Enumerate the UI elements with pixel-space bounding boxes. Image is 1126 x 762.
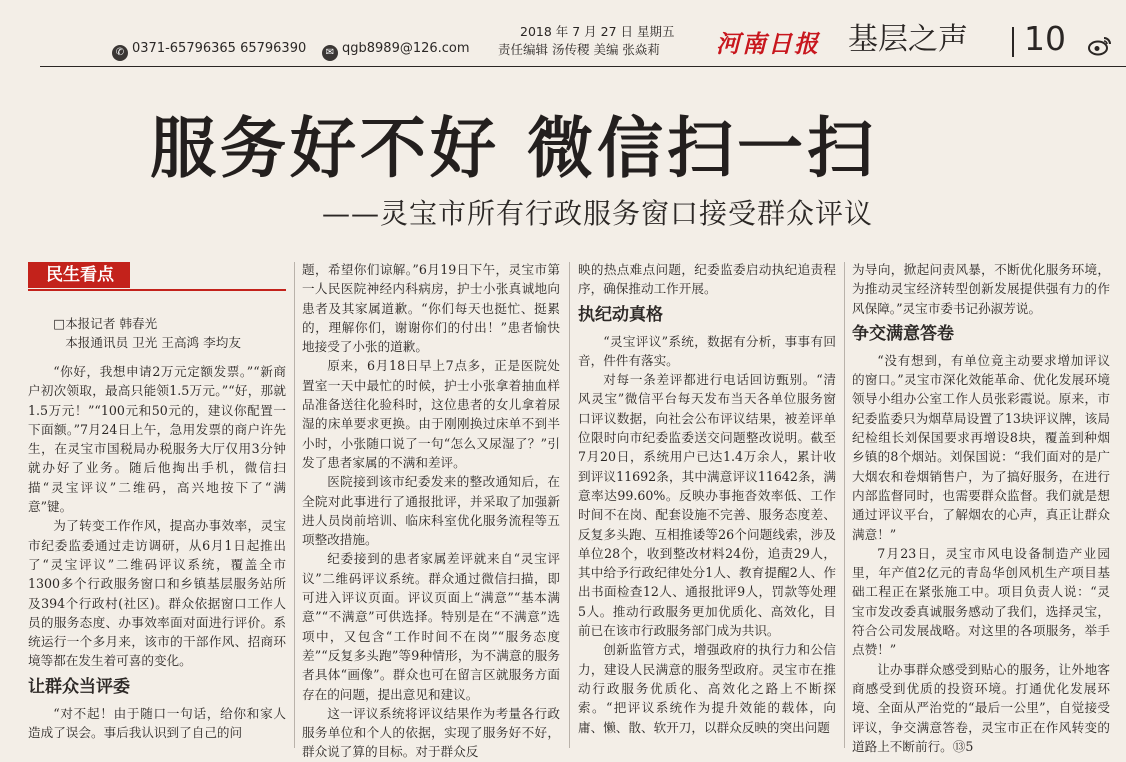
paragraph: “对不起！由于随口一句话，给你和家人造成了误会。事后我认识到了自己的问 xyxy=(28,705,286,741)
header-divider xyxy=(1012,27,1014,57)
paragraph: 创新监管方式，增强政府的执行力和公信力，建设人民满意的服务型政府。灵宝市在推动行政服务优质化、高效化之路上不断探索。“把评议系统作为提升效能的载体，向庸、懒、散、软开刀，以群众反映的突出问题 xyxy=(578,642,836,735)
paragraph: 纪委接到的患者家属差评就来自“灵宝评议”二维码评议系统。群众通过微信扫描，即可进入评议页面。评议页面上“满意”“基本满意”“不满意”可供选择。特别是在“不满意”选项中，又包含“工作时间不在岗”“服务态度差”“反复多头跑”等9种情形，为不满意的服务者具体“画像”。群众也可在留言区就服务方面存在的问题，提出意见和建议。 xyxy=(302,551,560,702)
column-divider xyxy=(844,262,845,748)
article-column-1 xyxy=(28,260,286,742)
subheading: 争交满意答卷 xyxy=(852,323,954,344)
subheading: 让群众当评委 xyxy=(28,676,130,697)
column-divider xyxy=(294,262,295,748)
paragraph: 映的热点难点问题，纪委监委启动执纪追责程序，确保推动工作开展。 xyxy=(578,262,836,297)
page-number: 10 xyxy=(1024,19,1066,58)
byline-correspondents: 本报通讯员 卫光 王高鸿 李均友 xyxy=(65,335,241,350)
article-headline: 服务好不好 微信扫一扫 xyxy=(150,109,877,187)
paragraph: 对每一条差评都进行电话回访甄别。“清风灵宝”微信平台每天发布当天各单位服务窗口评议数据，向社会公布评议结果，被差评单位限时向市纪委监委送交问题整改说明。截至7月20日，系统用户已达1.4万余人，累计收到评议11692条，其中满意评议11642条，满意率达99.60%。反映办事拖沓效率低、工作时间不在岗、配套设施不完善、服务态度差、反复多头跑、互相推诿等26个问题线索，涉及单位28个，收到整改材料24份，追责29人，其中给予行政纪律处分1人、教育提醒2人、作出书面检查12人、通报批评9人，罚款等处理5人。推动行政服务更加优质化、高效化，目前已在该市行政服务部门成为共识。 xyxy=(578,372,836,639)
paragraph: “你好，我想申请2万元定额发票。”“新商户初次领取，最高只能领1.5万元。”“好，那就1.5万元！”“100元和50元的，建议你配置一下面额。”7月24日上午，急用发票的商户许先生，在灵宝市国税局办税服务大厅仅用3分钟就办好了业务。随后他掏出手机，微信扫描“灵宝评议”二维码，高兴地按下了“满意”键。 xyxy=(28,364,286,515)
page-header xyxy=(0,0,1126,70)
paragraph: “灵宝评议”系统，数据有分析，事事有回音，件件有落实。 xyxy=(578,333,836,368)
column-tag: 民生看点 xyxy=(28,262,130,288)
mail-icon: ✉ xyxy=(322,45,338,61)
paragraph: 这一评议系统将评议结果作为考量各行政服务单位和个人的依据，实现了服务好不好，群众说了算的目标。对于群众反 xyxy=(302,705,560,760)
paragraph: 题，希望你们谅解。”6月19日下午，灵宝市第一人民医院神经内科病房，护士小张真诚地向患者及其家属道歉。“你们每天也挺忙、挺累的，理解你们，谢谢你们的付出！”患者愉快地接受了小张的道歉。 xyxy=(302,262,560,355)
paragraph: 原来，6月18日早上7点多，正是医院处置室一天中最忙的时候，护士小张拿着抽血样品准备送往化验科时，这位患者的女儿拿着尿湿的床单要求更换。由于刚刚换过床单不到半小时，小张随口说了一句“怎么又尿湿了？”引发了患者家属的不满和差评。 xyxy=(302,358,560,470)
phone-icon: ✆ xyxy=(112,45,128,61)
section-name: 基层之声 xyxy=(848,22,968,57)
byline-reporter: □本报记者 韩春光 xyxy=(53,316,158,331)
paragraph: 医院接到该市纪委发来的整改通知后，在全院对此事进行了通报批评，并采取了加强新进人员岗前培训、临床科室优化服务流程等五项整改措施。 xyxy=(302,474,560,548)
phone-number: 0371-65796365 65796390 xyxy=(132,41,307,56)
header-rule xyxy=(40,66,1126,67)
editor-credits: 责任编辑 汤传稷 美编 张焱莉 xyxy=(498,42,660,57)
issue-date: 2018 年 7 月 27 日 星期五 xyxy=(520,24,675,39)
subheading: 执纪动真格 xyxy=(578,304,663,325)
article-column-4 xyxy=(852,260,1110,756)
paragraph: 让办事群众感受到贴心的服务，让外地客商感受到优质的投资环境。打通优化发展环境、全面从严治党的“最后一公里”，自觉接受评议，争交满意答卷，灵宝市正在作风转变的道路上不断前行。⑬5 xyxy=(852,661,1110,754)
article-subheadline: ——灵宝市所有行政服务窗口接受群众评议 xyxy=(322,197,874,230)
article-column-3 xyxy=(578,260,836,737)
newspaper-masthead: 河南日报 xyxy=(716,29,820,58)
phone-contact xyxy=(112,40,306,61)
paragraph: 为了转变工作作风，提高办事效率，灵宝市纪委监委通过走访调研，从6月1日起推出了“灵宝评议”二维码评议系统，覆盖全市1300多个行政服务窗口和乡镇基层服务站所及394个行政村(社区)。群众依据窗口工作人员的服务态度、办事效率面对面进行评价。系统运行一个多月来，该市的干部作风、招商环境等都在发生着可喜的变化。 xyxy=(28,518,286,669)
weibo-icon xyxy=(1088,36,1112,56)
paragraph: 7月23日，灵宝市风电设备制造产业园里，年产值2亿元的青岛华创风机生产项目基础工程正在紧张施工中。项目负责人说：“灵宝市发改委真诚服务感动了我们，选择灵宝，符合公司发展战略。对这里的各项服务，举手点赞！” xyxy=(852,545,1110,658)
paragraph: 为导向，掀起问责风暴，不断优化服务环境，为推动灵宝经济转型创新发展提供强有力的作风保障。”灵宝市委书记孙淑芳说。 xyxy=(852,262,1110,316)
email-contact xyxy=(322,40,470,61)
paragraph: “没有想到，有单位竟主动要求增加评议的窗口。”灵宝市深化效能革命、优化发展环境领导小组办公室工作人员张彩霞说。原来，市纪委监委只为烟草局设置了13块评议牌，该局纪检组长刘保国要求再增设8块，覆盖到种烟乡镇的8个烟站。刘保国说：“我们面对的是广大烟农和卷烟销售户，为了搞好服务，在进行内部监督同时，也需要群众监督。我们就是想通过评议平台，了解烟农的心声，真正让群众满意！” xyxy=(852,352,1110,542)
email-address: qgb8989@126.com xyxy=(342,41,470,56)
article-column-2 xyxy=(302,260,560,762)
byline xyxy=(28,314,286,352)
column-divider xyxy=(569,262,570,748)
